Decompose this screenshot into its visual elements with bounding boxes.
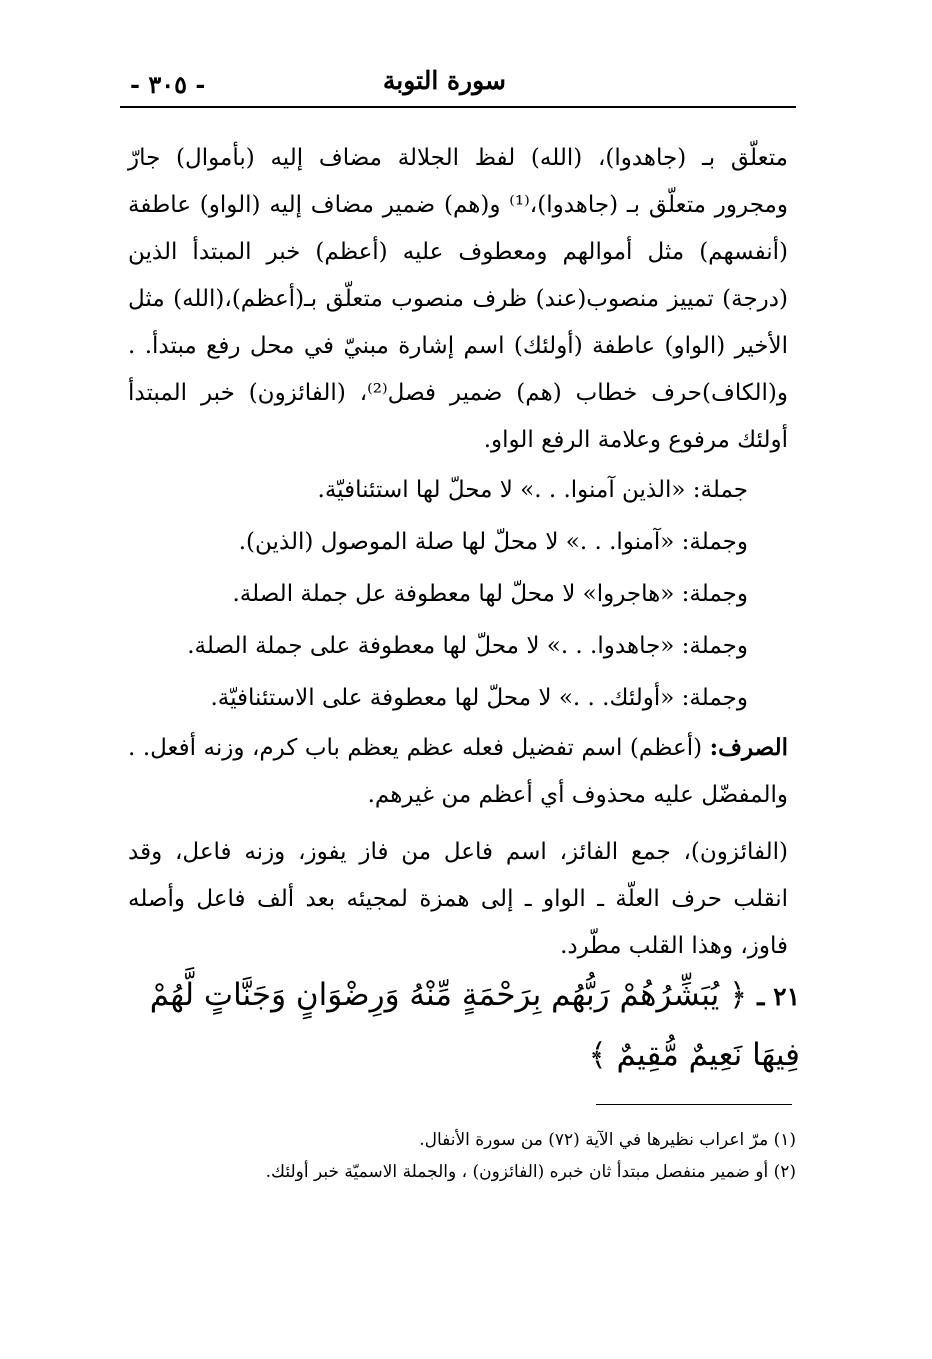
page-number: - ٣٠٥ - — [130, 70, 206, 99]
verse-text: ﴿ يُبَشِّرُهُمْ رَبُّهُم بِرَحْمَةٍ مِّنْهُ وَرِضْوَانٍ وَجَنَّاتٍ لَّهُمْ فِيهَا نَعِيمٌ مُّقِيمٌ ﴾ — [149, 977, 800, 1073]
page-header — [100, 60, 796, 110]
footnote: (٢) أو ضمير منفصل مبتدأ ثان خبره (الفائزون) ، والجملة الاسميّة خبر أولئك. — [265, 1162, 796, 1182]
main-text — [128, 135, 788, 970]
sentence-line: وجملة: «آمنوا. . .» لا محلّ لها صلة الموصول (الذين). — [238, 529, 748, 555]
morphology-paragraph: (الفائزون)، جمع الفائز، اسم فاعل من فاز يفوز، وزنه فاعل، وقد انقلب حرف العلّة ـ الواو ـ إلى همزة لمجيئه بعد ألف فاعل وأصله فاوز، وهذا القلب مطّرد. — [128, 839, 788, 959]
footnote: (١) مرّ اعراب نظيرها في الآية (٧٢) من سورة الأنفال. — [419, 1130, 796, 1150]
sentence-line: وجملة: «جاهدوا. . .» لا محلّ لها معطوفة على جملة الصلة. — [187, 633, 748, 659]
sentence-line: وجملة: «هاجروا» لا محلّ لها معطوفة عل جملة الصلة. — [232, 581, 748, 607]
sarf-paragraph — [128, 724, 788, 819]
sarf-label: الصرف: — [709, 734, 788, 761]
quran-verse — [128, 966, 800, 1084]
footnote-rule — [596, 1104, 792, 1105]
sentence-line: وجملة: «أولئك. . .» لا محلّ لها معطوفة على الاستئنافيّة. — [210, 685, 748, 711]
sentence-line: جملة: «الذين آمنوا. . .» لا محلّ لها استئنافيّة. — [317, 477, 748, 503]
verse-number: ٢١ ـ — [757, 982, 800, 1011]
header-rule — [120, 106, 796, 108]
grammar-paragraph: متعلّق بـ (جاهدوا)، (الله) لفظ الجلالة مضاف إليه (بأموال) جارّ ومجرور متعلّق بـ (جاهدوا)،⁽¹⁾ و(هم) ضمير مضاف إليه (الواو) عاطفة (أنفسهم) مثل أموالهم ومعطوف عليه (أعظم) خبر المبتدأ الذين (درجة) تمييز منصوب(عند) ظرف منصوب متعلّق بـ(أعظم)،(الله) مثل الأخير (الواو) عاطفة (أولئك) اسم إشارة مبنيّ في محل رفع مبتدأ. . و(الكاف)حرف خطاب (هم) ضمير فصل⁽²⁾، (الفائزون) خبر المبتدأ أولئك مرفوع وعلامة الرفع الواو. — [128, 145, 789, 453]
footnotes — [160, 1124, 796, 1188]
surah-title: سورة التوبة — [382, 66, 506, 95]
sarf-text: (أعظم) اسم تفضيل فعله عظم يعظم باب كرم، وزنه أفعل. . والمفضّل عليه محذوف أي أعظم من غيرهم. — [128, 735, 788, 808]
